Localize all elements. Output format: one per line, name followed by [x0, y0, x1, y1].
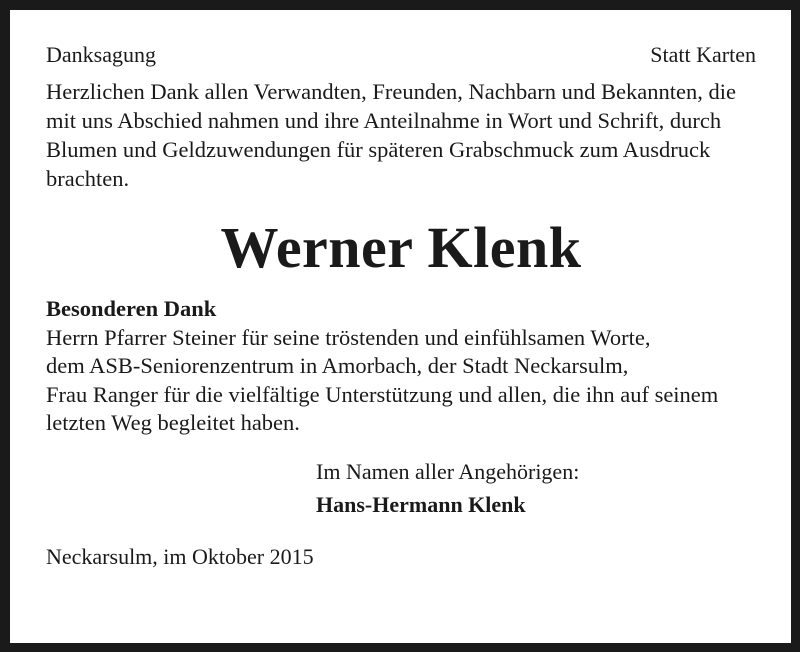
statt-karten-label: Statt Karten [650, 42, 756, 67]
signature-block [316, 455, 756, 521]
on-behalf-line: Im Namen aller Angehörigen: [316, 458, 580, 484]
deceased-name: Werner Klenk [220, 215, 582, 280]
thanks-line-pastor: Herrn Pfarrer Steiner für seine tröstenden und einfühlsamen Worte, [46, 324, 651, 350]
notice-type-label: Danksagung [46, 42, 156, 67]
special-thanks-heading: Besonderen Dank [46, 296, 217, 321]
header-row [46, 40, 756, 70]
thanks-line-others: Frau Ranger für die vielfältige Unterstützung und allen, die ihn auf seinem letzten Weg begleitet haben. [46, 381, 719, 435]
signer-name: Hans-Hermann Klenk [316, 491, 526, 517]
intro-paragraph: Herzlichen Dank allen Verwandten, Freunden, Nachbarn und Bekannten, die mit uns Abschied nahmen und ihre Anteilnahme in Wort und Schrift, durch Blumen und Geldzuwendungen für späteren Grabschmuck zum Ausdruck brachten. [46, 79, 736, 191]
thanks-line-institutions: dem ASB-Seniorenzentrum in Amorbach, der Stadt Neckarsulm, [46, 353, 629, 378]
obituary-notice [46, 40, 756, 572]
special-thanks-block [46, 295, 756, 438]
place-date: Neckarsulm, im Oktober 2015 [46, 543, 314, 569]
